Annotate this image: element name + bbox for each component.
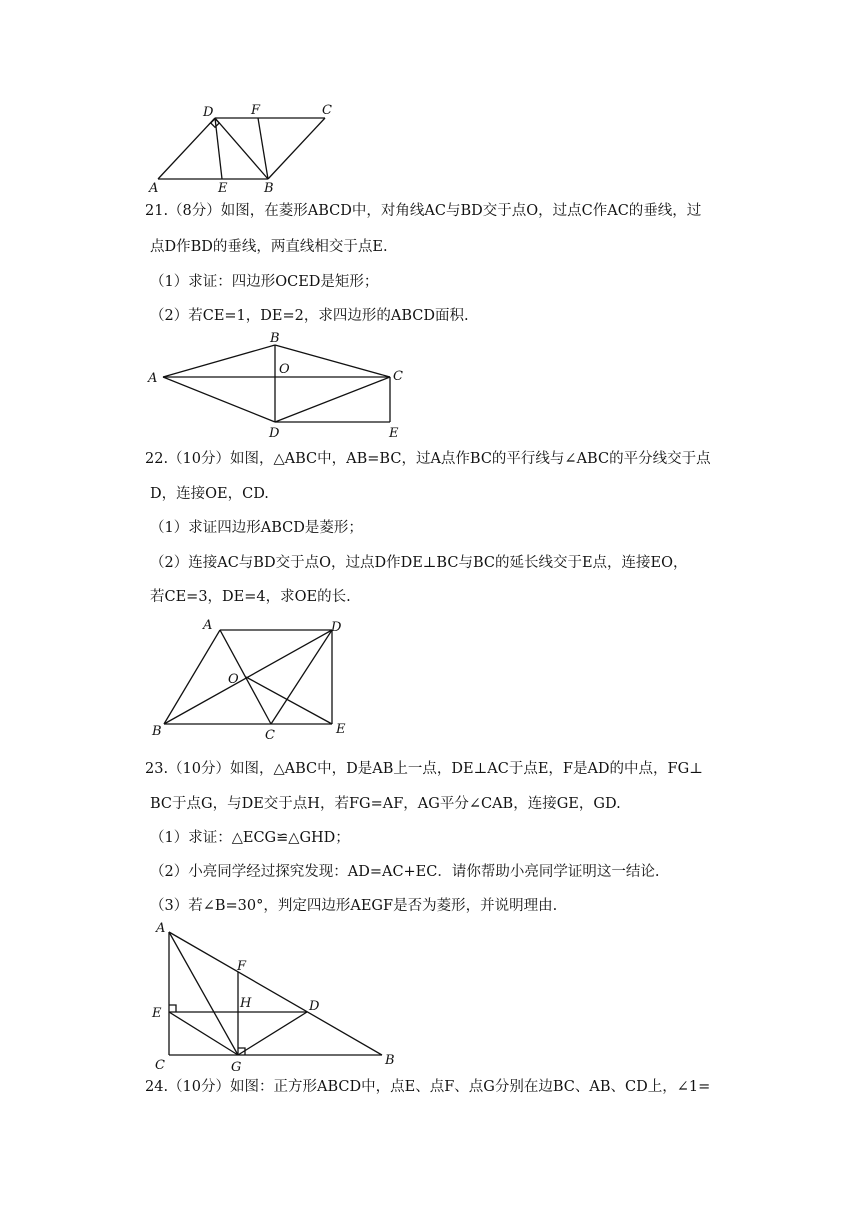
fig2-label-D: D — [269, 426, 280, 441]
q23-part2: （2）小亮同学经过探究发现：AD=AC+EC．请你帮助小亮同学证明这一结论. — [150, 864, 660, 880]
fig2-label-C: C — [393, 369, 403, 384]
fig1-label-A: A — [149, 181, 159, 196]
fig2-label-B: B — [270, 331, 280, 346]
q24-line1: 24.（10分）如图：正方形ABCD中，点E、点F、点G分别在边BC、AB、CD上，∠1= — [145, 1079, 711, 1095]
q21-part1: （1）求证：四边形OCED是矩形； — [150, 274, 379, 290]
q22-line2: D，连接OE，CD. — [150, 486, 269, 502]
fig3-label-C: C — [265, 728, 275, 743]
fig4-label-H: H — [240, 996, 252, 1011]
fig3-label-E: E — [336, 722, 346, 737]
fig2-label-A: A — [148, 371, 158, 386]
fig4-label-B: B — [385, 1053, 395, 1068]
q21-part2: （2）若CE=1，DE=2，求四边形的ABCD面积. — [150, 308, 469, 324]
fig3-label-A: A — [203, 618, 213, 633]
fig1-label-C: C — [322, 103, 332, 118]
fig4-right-angle-E — [169, 1005, 176, 1012]
fig4-label-C: C — [155, 1058, 165, 1073]
q23-part3: （3）若∠B=30°，判定四边形AEGF是否为菱形，并说明理由. — [150, 898, 558, 914]
fig4-label-F: F — [237, 959, 247, 974]
q23-part1: （1）求证：△ECG≌△GHD； — [150, 830, 350, 846]
fig4-label-D: D — [309, 999, 320, 1014]
fig4-label-E: E — [152, 1006, 162, 1021]
fig1-label-F: F — [251, 103, 261, 118]
fig4-segment-GD — [238, 1012, 307, 1055]
q22-line1: 22.（10分）如图，△ABC中，AB=BC，过A点作BC的平行线与∠ABC的平分线交于点 — [145, 451, 711, 467]
q22-part2a: （2）连接AC与BD交于点O，过点D作DE⊥BC与BC的延长线交于E点，连接EO， — [150, 555, 688, 571]
fig4-segment-AB — [169, 932, 382, 1055]
fig3-label-B: B — [152, 724, 162, 739]
fig3-label-O: O — [228, 672, 239, 687]
fig4-segment-EG — [169, 1012, 238, 1055]
fig4-label-A: A — [156, 921, 166, 936]
q22-part2b: 若CE=3，DE=4，求OE的长. — [150, 589, 351, 605]
fig4-segment-AG — [169, 932, 238, 1055]
q21-line1: 21.（8分）如图，在菱形ABCD中，对角线AC与BD交于点O，过点C作AC的垂线，过 — [145, 203, 702, 219]
q22-part1: （1）求证四边形ABCD是菱形； — [150, 520, 363, 536]
fig2-label-E: E — [389, 426, 399, 441]
q23-line2: BC于点G，与DE交于点H，若FG=AF，AG平分∠CAB，连接GE，GD. — [150, 796, 621, 812]
fig2-label-O: O — [279, 362, 290, 377]
fig4-label-G: G — [231, 1060, 242, 1075]
fig1-label-E: E — [218, 181, 228, 196]
q21-line2: 点D作BD的垂线，两直线相交于点E. — [150, 239, 388, 255]
fig1-label-B: B — [264, 181, 274, 196]
q23-line1: 23.（10分）如图，△ABC中，D是AB上一点，DE⊥AC于点E，F是AD的中点，FG⊥ — [145, 761, 703, 777]
fig1-label-D: D — [203, 105, 214, 120]
fig3-label-D: D — [331, 620, 342, 635]
